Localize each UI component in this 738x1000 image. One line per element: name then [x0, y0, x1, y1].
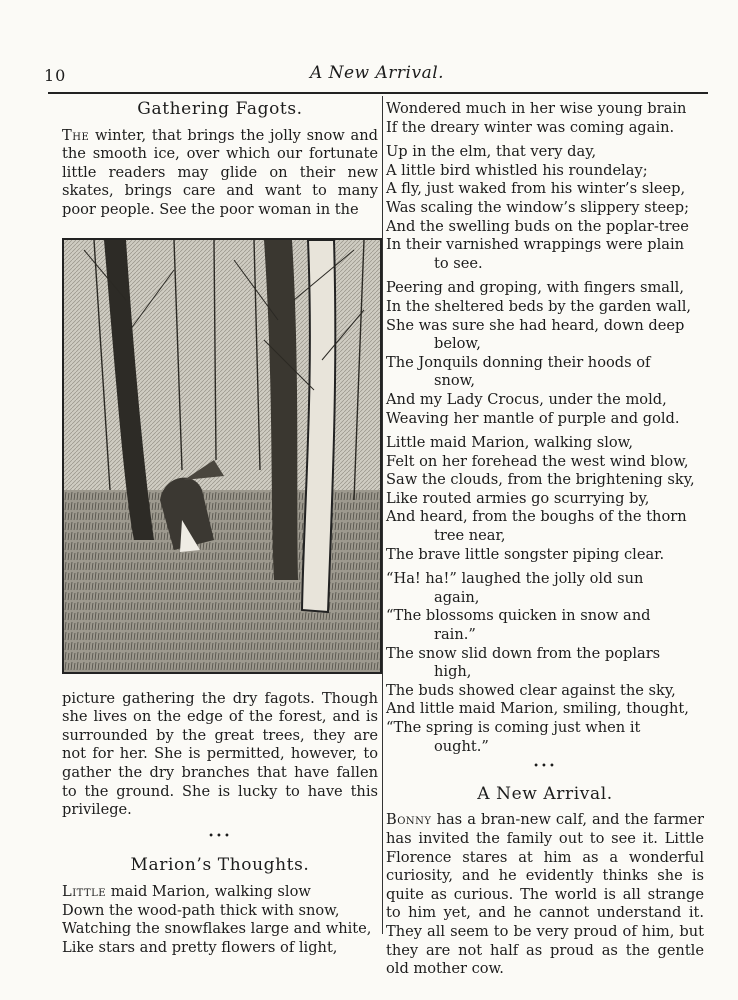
poem-stanza [386, 434, 704, 564]
marion-poem-left [62, 883, 378, 957]
poem-line: And heard, from the boughs of the thorn [386, 508, 687, 526]
poem-line: In their varnished wrappings were plain [386, 236, 685, 254]
poem-line-continuation: tree near, [434, 527, 506, 545]
poem-line-continuation: below, [434, 335, 481, 353]
running-title: A New Arrival. [309, 63, 445, 83]
poem-line-continuation: rain.” [434, 626, 476, 644]
poem-line: Up in the elm, that very day, [386, 143, 597, 161]
forest-engraving [64, 240, 380, 672]
poem-line: The brave little songster piping clear. [386, 545, 665, 563]
section-separator: ••• [533, 761, 557, 773]
poem-line: Weaving her mantle of purple and gold. [386, 409, 680, 427]
poem-line: Was scaling the window’s slippery steep; [386, 198, 690, 216]
column-divider [382, 96, 383, 934]
poem-line: Wondered much in her wise young brain [386, 100, 687, 117]
arrival-title: A New Arrival. [477, 783, 613, 804]
fagots-title: Gathering Fagots. [137, 99, 303, 119]
poem-stanza [386, 279, 704, 428]
left-column [62, 100, 378, 957]
poem-line [62, 883, 378, 902]
poem-line: Peering and groping, with fingers small, [386, 279, 684, 297]
page-number: 10 [44, 66, 67, 85]
forest-illustration [62, 238, 382, 674]
poem-line-continuation: high, [434, 663, 472, 681]
poem-line: The buds showed clear against the sky, [386, 681, 676, 699]
arrival-dropword: Bonny [386, 811, 432, 829]
poem-line: The snow slid down from the poplars [386, 644, 661, 662]
right-column [386, 100, 704, 979]
fagots-dropword: The [62, 126, 90, 144]
poem-line: Like stars and pretty flowers of light, [62, 938, 338, 956]
poem-line: And my Lady Crocus, under the mold, [386, 390, 667, 408]
poem-line-text: maid Marion, walking slow [106, 882, 311, 900]
fagots-paragraph-1 [62, 127, 378, 220]
section-separator: ••• [208, 830, 232, 842]
poem-line-continuation: again, [434, 588, 480, 606]
poem-line: Saw the clouds, from the brightening sky, [386, 471, 695, 489]
poem-line-continuation: ought.” [434, 737, 489, 755]
fagots-p1-text: winter, that brings the jolly snow and the smooth ice, over which our fortunate little readers may glide on their new skates, brings care and want to many poor people. See the poor woman in the [62, 126, 378, 218]
poem-line: Down the wood-path thick with snow, [62, 901, 340, 919]
poem-line: In the sheltered beds by the garden wall, [386, 297, 692, 315]
poem-line: “The blossoms quicken in snow and [386, 607, 651, 625]
marion-title: Marion’s Thoughts. [130, 855, 310, 876]
poem-stanza [386, 570, 704, 756]
poem-line: Like routed armies go scurrying by, [386, 489, 650, 507]
poem-line: She was sure she had heard, down deep [386, 316, 685, 334]
page-header [44, 58, 710, 88]
poem-line: A fly, just waked from his winter’s sleep, [386, 180, 686, 198]
arrival-paragraph [386, 811, 704, 978]
header-rule [48, 92, 708, 94]
poem-stanza [386, 143, 704, 273]
poem-line: “Ha! ha!” laughed the jolly old sun [386, 570, 644, 588]
poem-dropword: Little [62, 882, 107, 900]
poem-line: And little maid Marion, smiling, thought, [386, 700, 689, 718]
marion-poem-right [386, 100, 704, 756]
arrival-text: has a bran-new calf, and the farmer has invited the family out to see it. Little Florence stares at him as a wonderful curiosity, and he evidently thinks she is quite as curious. The world is all strange to him yet, and he cannot understand it. They all seem to be very proud of him, but they are not half as proud as the gentle old mother cow. [386, 811, 704, 978]
poem-line: A little bird whistled his roundelay; [386, 161, 648, 179]
poem-line: “The spring is coming just when it [386, 719, 641, 736]
poem-line: If the dreary winter was coming again. [386, 118, 675, 136]
poem-line: Felt on her forehead the west wind blow, [386, 452, 689, 470]
fagots-paragraph-2: picture gathering the dry fagots. Though she lives on the edge of the forest, and is surrounded by the great trees, they are not for her. She is permitted, however, to gather the dry branches that have fallen to the ground. She is lucky to have this privilege. [62, 689, 378, 819]
poem-line: The Jonquils donning their hoods of [386, 353, 651, 371]
poem-line: Little maid Marion, walking slow, [386, 434, 634, 452]
poem-line: Watching the snowflakes large and white, [62, 920, 372, 938]
poem-line-continuation: snow, [434, 372, 476, 390]
poem-line: And the swelling buds on the poplar-tree [386, 217, 689, 235]
poem-stanza [386, 100, 704, 137]
poem-line-continuation: to see. [434, 254, 483, 272]
